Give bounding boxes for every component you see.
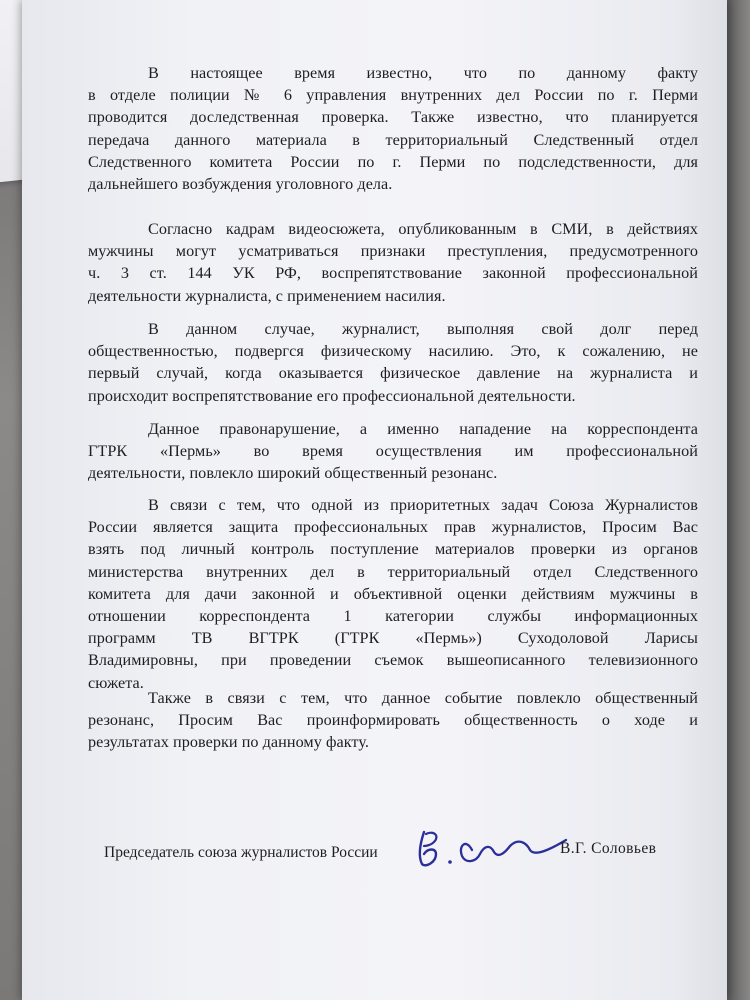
text-line: взять под личный контроль поступление материалов проверки из органов (88, 540, 698, 559)
text-line: общественностью, подвергся физическому насилию. Это, к сожалению, не (88, 342, 698, 361)
letter-page (22, 0, 727, 1000)
text-line: ГТРК «Пермь» во время осуществления им профессиональной (88, 442, 698, 461)
signatory-title: Председатель союза журналистов России (104, 844, 378, 861)
handwritten-signature (414, 824, 574, 874)
text-line: в отделе полиции № 6 управления внутренних дел России по г. Перми (88, 86, 698, 105)
text-line: резонанс, Просим Вас проинформировать общественность о ходе и (88, 711, 698, 730)
text-line: программ ТВ ВГТРК (ГТРК «Пермь») Суходоловой Ларисы (88, 629, 698, 648)
text-line: передача данного материала в территориальный Следственный отдел (88, 130, 698, 149)
text-line: происходит воспрепятствование его профессиональной деятельности. (88, 386, 576, 405)
text-line: проводится доследственная проверка. Также известно, что планируется (88, 108, 698, 127)
text-line: Согласно кадрам видеосюжета, опубликованным в СМИ, в действиях (148, 220, 698, 238)
text-line: ч. 3 ст. 144 УК РФ, воспрепятствование законной профессиональной (88, 264, 698, 283)
text-line: В связи с тем, что одной из приоритетных задач Союза Журналистов (148, 496, 698, 514)
text-line: деятельности журналиста, с применением насилия. (88, 286, 446, 305)
text-line: мужчины могут усматриваться признаки преступления, предусмотренного (88, 242, 698, 261)
signatory-name: В.Г. Соловьев (560, 840, 657, 857)
text-line: Данное правонарушение, а именно нападение на корреспондента (148, 420, 698, 438)
text-line: Следственного комитета России по г. Перми по подследственности, для (88, 152, 698, 171)
paragraph-6 (88, 687, 698, 754)
paragraph-3 (88, 318, 698, 407)
paragraph-1 (88, 62, 698, 195)
text-line: результатах проверки по данному факту. (88, 733, 369, 752)
text-line: дальнейшего возбуждения уголовного дела. (88, 175, 393, 194)
text-line: сюжета. (88, 673, 144, 692)
text-line: деятельности, повлекло широкий общественный резонанс. (88, 464, 498, 483)
text-line: отношении корреспондента 1 категории службы информационных (88, 607, 698, 626)
text-line: первый случай, когда оказывается физическое давление на журналиста и (88, 364, 698, 383)
signature-block (84, 838, 704, 888)
paragraph-2 (88, 218, 698, 307)
paragraph-4 (88, 418, 698, 485)
text-line: России является защита профессиональных прав журналистов, Просим Вас (88, 518, 698, 537)
text-line: В данном случае, журналист, выполняя свой долг перед (148, 320, 698, 338)
text-line: министерства внутренних дел в территориальный отдел Следственного (88, 562, 698, 581)
paragraph-5 (88, 494, 698, 694)
background-edge (727, 0, 750, 1000)
text-line: В настоящее время известно, что по данному факту (148, 64, 698, 82)
text-line: комитета для дачи законной и объективной оценки действиям мужчины в (88, 584, 698, 603)
text-line: Также в связи с тем, что данное событие повлекло общественный (148, 689, 698, 707)
text-line: Владимировны, при проведении съемок вышеописанного телевизионного (88, 651, 698, 670)
